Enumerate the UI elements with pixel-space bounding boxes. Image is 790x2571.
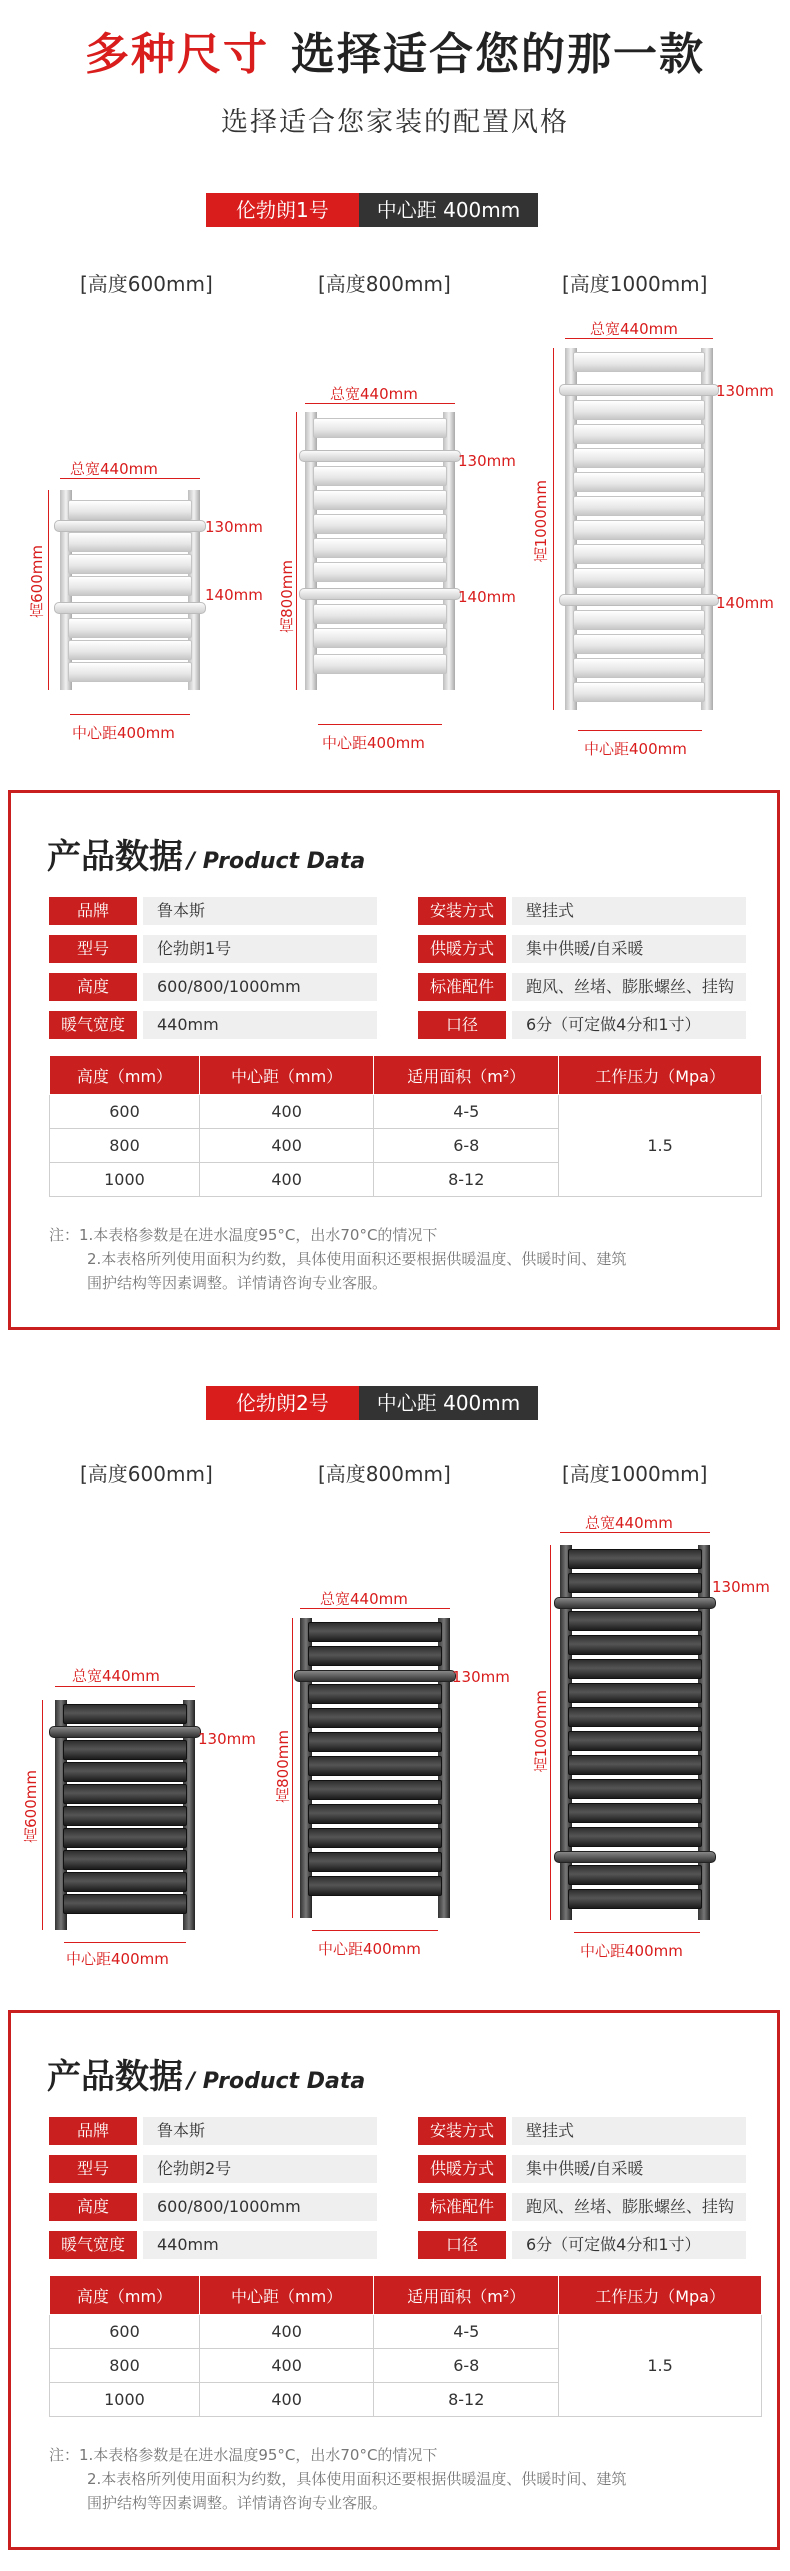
- spec-value: 伦勃朗1号: [143, 935, 377, 963]
- table-row: [50, 1095, 762, 1129]
- cell-area: 4-5: [374, 1095, 559, 1129]
- spec-key: 供暖方式: [418, 2155, 506, 2183]
- m1-r600-width: 总宽440mm: [70, 460, 158, 478]
- m2-r1000-height-line: [550, 1545, 551, 1920]
- m1-r1000-height: 高1000mm: [532, 480, 550, 563]
- cell-pressure: 1.5: [559, 2315, 762, 2417]
- spec-value: 集中供暖/自采暖: [512, 2155, 746, 2183]
- spec-value: 集中供暖/自采暖: [512, 935, 746, 963]
- m1-r1000-width: 总宽440mm: [590, 320, 678, 338]
- spec-row-install: [418, 2117, 746, 2145]
- cell-center: 400: [199, 1129, 373, 1163]
- m2-r800-height-line: [292, 1618, 293, 1918]
- m1-r800-height: 高800mm: [278, 560, 296, 633]
- spec-row-model: [49, 2155, 377, 2183]
- cell-area: 6-8: [374, 1129, 559, 1163]
- m2-r1000-top-gap: 130mm: [712, 1578, 770, 1596]
- product-data-title-en: / Product Data: [187, 2069, 366, 2094]
- spec-value: 6分（可定做4分和1寸）: [512, 1011, 746, 1039]
- spec-row-caliber: [418, 2231, 746, 2259]
- model2-radiator-1000: [560, 1545, 710, 1920]
- m2-r800-width: 总宽440mm: [320, 1590, 408, 1608]
- col-height: 高度（mm）: [50, 1056, 200, 1095]
- spec-value: 壁挂式: [512, 897, 746, 925]
- cell-center: 400: [199, 2383, 373, 2417]
- spec-key: 供暖方式: [418, 935, 506, 963]
- cell-area: 8-12: [374, 1163, 559, 1197]
- spec-row-brand: [49, 2117, 377, 2145]
- spec-value: 跑风、丝堵、膨胀螺丝、挂钩: [512, 973, 746, 1001]
- col-pressure: 工作压力（Mpa）: [559, 2276, 762, 2315]
- m2-r600-center: 中心距400mm: [66, 1950, 169, 1968]
- product-data-title-en: / Product Data: [187, 849, 366, 874]
- product-data-title-2: [47, 2049, 365, 2098]
- m2-r1000-height: 高1000mm: [532, 1690, 550, 1773]
- spec-row-caliber: [418, 1011, 746, 1039]
- m1-r800-mid-gap: 140mm: [458, 588, 516, 606]
- model1-height-label-800: [高度800mm]: [318, 272, 451, 296]
- model1-height-label-1000: [高度1000mm]: [562, 272, 708, 296]
- hero-title-red: 多种尺寸: [85, 29, 269, 80]
- spec-row-height: [49, 973, 377, 1001]
- m2-r1000-center-line: [574, 1932, 700, 1933]
- m1-r600-width-line: [60, 478, 200, 479]
- m1-r600-height: 高600mm: [28, 545, 46, 618]
- model1-radiator-800: [305, 412, 455, 690]
- product-data-box-1: [8, 790, 780, 1330]
- model1-tag-name: 伦勃朗1号: [206, 193, 359, 227]
- m1-r1000-center: 中心距400mm: [584, 740, 687, 758]
- m2-r600-center-line: [64, 1942, 186, 1943]
- m1-r800-center-line: [318, 724, 442, 725]
- spec-value: 6分（可定做4分和1寸）: [512, 2231, 746, 2259]
- m2-r1000-width-line: [560, 1532, 710, 1533]
- model1-tag-center: 中心距 400mm: [359, 193, 539, 227]
- m2-r800-height: 高800mm: [274, 1730, 292, 1803]
- m2-r1000-center: 中心距400mm: [580, 1942, 683, 1960]
- spec-key: 型号: [49, 935, 137, 963]
- m2-r800-center-line: [312, 1930, 438, 1931]
- product-data-box-2: [8, 2010, 780, 2550]
- cell-height: 800: [50, 2349, 200, 2383]
- m1-r800-center: 中心距400mm: [322, 734, 425, 752]
- hero-subtitle: 选择适合您家装的配置风格: [221, 107, 569, 138]
- cell-pressure: 1.5: [559, 1095, 762, 1197]
- spec-value: 鲁本斯: [143, 2117, 377, 2145]
- model2-tag-center: 中心距 400mm: [359, 1386, 539, 1420]
- spec-key: 高度: [49, 973, 137, 1001]
- m1-r600-top-gap: 130mm: [205, 518, 263, 536]
- spec-row-heating: [418, 935, 746, 963]
- notes-1: [49, 1223, 626, 1295]
- product-data-title-1: [47, 829, 365, 878]
- cell-height: 1000: [50, 1163, 200, 1197]
- m2-r600-height-line: [42, 1700, 43, 1930]
- spec-value: 跑风、丝堵、膨胀螺丝、挂钩: [512, 2193, 746, 2221]
- spec-key: 标准配件: [418, 2193, 506, 2221]
- m1-r1000-height-line: [553, 348, 554, 710]
- spec-row-width: [49, 2231, 377, 2259]
- m2-r600-width-line: [55, 1686, 195, 1687]
- notes-2: [49, 2443, 626, 2515]
- m1-r600-height-line: [48, 490, 49, 690]
- note-line-1: 注：1.本表格参数是在进水温度95°C，出水70°C的情况下: [49, 2446, 438, 2464]
- col-pressure: 工作压力（Mpa）: [559, 1056, 762, 1095]
- col-center: 中心距（mm）: [199, 2276, 373, 2315]
- spec-value: 伦勃朗2号: [143, 2155, 377, 2183]
- spec-row-height: [49, 2193, 377, 2221]
- m1-r1000-mid-gap: 140mm: [716, 594, 774, 612]
- model1-height-label-600: [高度600mm]: [80, 272, 213, 296]
- spec-row-accessories: [418, 973, 746, 1001]
- table-row: [50, 2315, 762, 2349]
- spec-key: 暖气宽度: [49, 1011, 137, 1039]
- cell-area: 6-8: [374, 2349, 559, 2383]
- spec-row-width: [49, 1011, 377, 1039]
- spec-value: 600/800/1000mm: [143, 973, 377, 1001]
- model2-tag: [206, 1386, 538, 1420]
- cell-height: 1000: [50, 2383, 200, 2417]
- model2-height-label-1000: [高度1000mm]: [562, 1462, 708, 1486]
- model2-tag-name: 伦勃朗2号: [206, 1386, 359, 1420]
- col-area: 适用面积（m²）: [374, 1056, 559, 1095]
- m2-r600-height: 高600mm: [22, 1770, 40, 1843]
- m2-r800-top-gap: 130mm: [452, 1668, 510, 1686]
- spec-value: 鲁本斯: [143, 897, 377, 925]
- cell-height: 600: [50, 2315, 200, 2349]
- m2-r800-center: 中心距400mm: [318, 1940, 421, 1958]
- spec-value: 440mm: [143, 2231, 377, 2259]
- m2-r600-width: 总宽440mm: [72, 1667, 160, 1685]
- spec-key: 口径: [418, 2231, 506, 2259]
- spec-row-brand: [49, 897, 377, 925]
- model1-radiator-600: [60, 490, 200, 690]
- m1-r800-top-gap: 130mm: [458, 452, 516, 470]
- hero-title: [0, 18, 790, 82]
- spec-key: 品牌: [49, 897, 137, 925]
- spec-value: 440mm: [143, 1011, 377, 1039]
- spec-row-accessories: [418, 2193, 746, 2221]
- m1-r1000-width-line: [565, 338, 713, 339]
- m1-r1000-top-gap: 130mm: [716, 382, 774, 400]
- spec-key: 口径: [418, 1011, 506, 1039]
- spec-key: 高度: [49, 2193, 137, 2221]
- spec-table-1: [49, 1055, 762, 1197]
- m1-r800-width: 总宽440mm: [330, 385, 418, 403]
- product-data-title-cn: 产品数据: [47, 837, 183, 877]
- m1-r800-height-line: [296, 412, 297, 690]
- col-area: 适用面积（m²）: [374, 2276, 559, 2315]
- m1-r600-mid-gap: 140mm: [205, 586, 263, 604]
- m2-r1000-width: 总宽440mm: [585, 1514, 673, 1532]
- cell-center: 400: [199, 1095, 373, 1129]
- model1-radiator-1000: [565, 348, 713, 710]
- spec-row-install: [418, 897, 746, 925]
- cell-center: 400: [199, 2315, 373, 2349]
- hero-title-dark: 选择适合您的那一款: [291, 29, 705, 80]
- model2-height-label-800: [高度800mm]: [318, 1462, 451, 1486]
- model2-radiator-600: [55, 1700, 195, 1930]
- spec-table-2: [49, 2275, 762, 2417]
- m1-r800-width-line: [305, 403, 455, 404]
- cell-center: 400: [199, 2349, 373, 2383]
- note-line-3: 围护结构等因素调整。详情请咨询专业客服。: [87, 1274, 388, 1292]
- spec-row-heating: [418, 2155, 746, 2183]
- note-line-1: 注：1.本表格参数是在进水温度95°C，出水70°C的情况下: [49, 1226, 438, 1244]
- model2-radiator-800: [300, 1618, 450, 1918]
- note-line-3: 围护结构等因素调整。详情请咨询专业客服。: [87, 2494, 388, 2512]
- col-center: 中心距（mm）: [199, 1056, 373, 1095]
- spec-key: 安装方式: [418, 897, 506, 925]
- spec-row-model: [49, 935, 377, 963]
- cell-area: 4-5: [374, 2315, 559, 2349]
- cell-height: 600: [50, 1095, 200, 1129]
- cell-height: 800: [50, 1129, 200, 1163]
- m1-r600-center-line: [70, 714, 190, 715]
- spec-value: 600/800/1000mm: [143, 2193, 377, 2221]
- spec-key: 型号: [49, 2155, 137, 2183]
- spec-key: 安装方式: [418, 2117, 506, 2145]
- col-height: 高度（mm）: [50, 2276, 200, 2315]
- m1-r600-center: 中心距400mm: [72, 724, 175, 742]
- spec-value: 壁挂式: [512, 2117, 746, 2145]
- spec-key: 品牌: [49, 2117, 137, 2145]
- m2-r600-top-gap: 130mm: [198, 1730, 256, 1748]
- model2-height-label-600: [高度600mm]: [80, 1462, 213, 1486]
- spec-key: 暖气宽度: [49, 2231, 137, 2259]
- model1-tag: [206, 193, 538, 227]
- m1-r1000-center-line: [578, 730, 702, 731]
- product-data-title-cn: 产品数据: [47, 2057, 183, 2097]
- cell-area: 8-12: [374, 2383, 559, 2417]
- note-line-2: 2.本表格所列使用面积为约数，具体使用面积还要根据供暖温度、供暖时间、建筑: [87, 1250, 627, 1268]
- m2-r800-width-line: [300, 1608, 450, 1609]
- cell-center: 400: [199, 1163, 373, 1197]
- spec-key: 标准配件: [418, 973, 506, 1001]
- note-line-2: 2.本表格所列使用面积为约数，具体使用面积还要根据供暖温度、供暖时间、建筑: [87, 2470, 627, 2488]
